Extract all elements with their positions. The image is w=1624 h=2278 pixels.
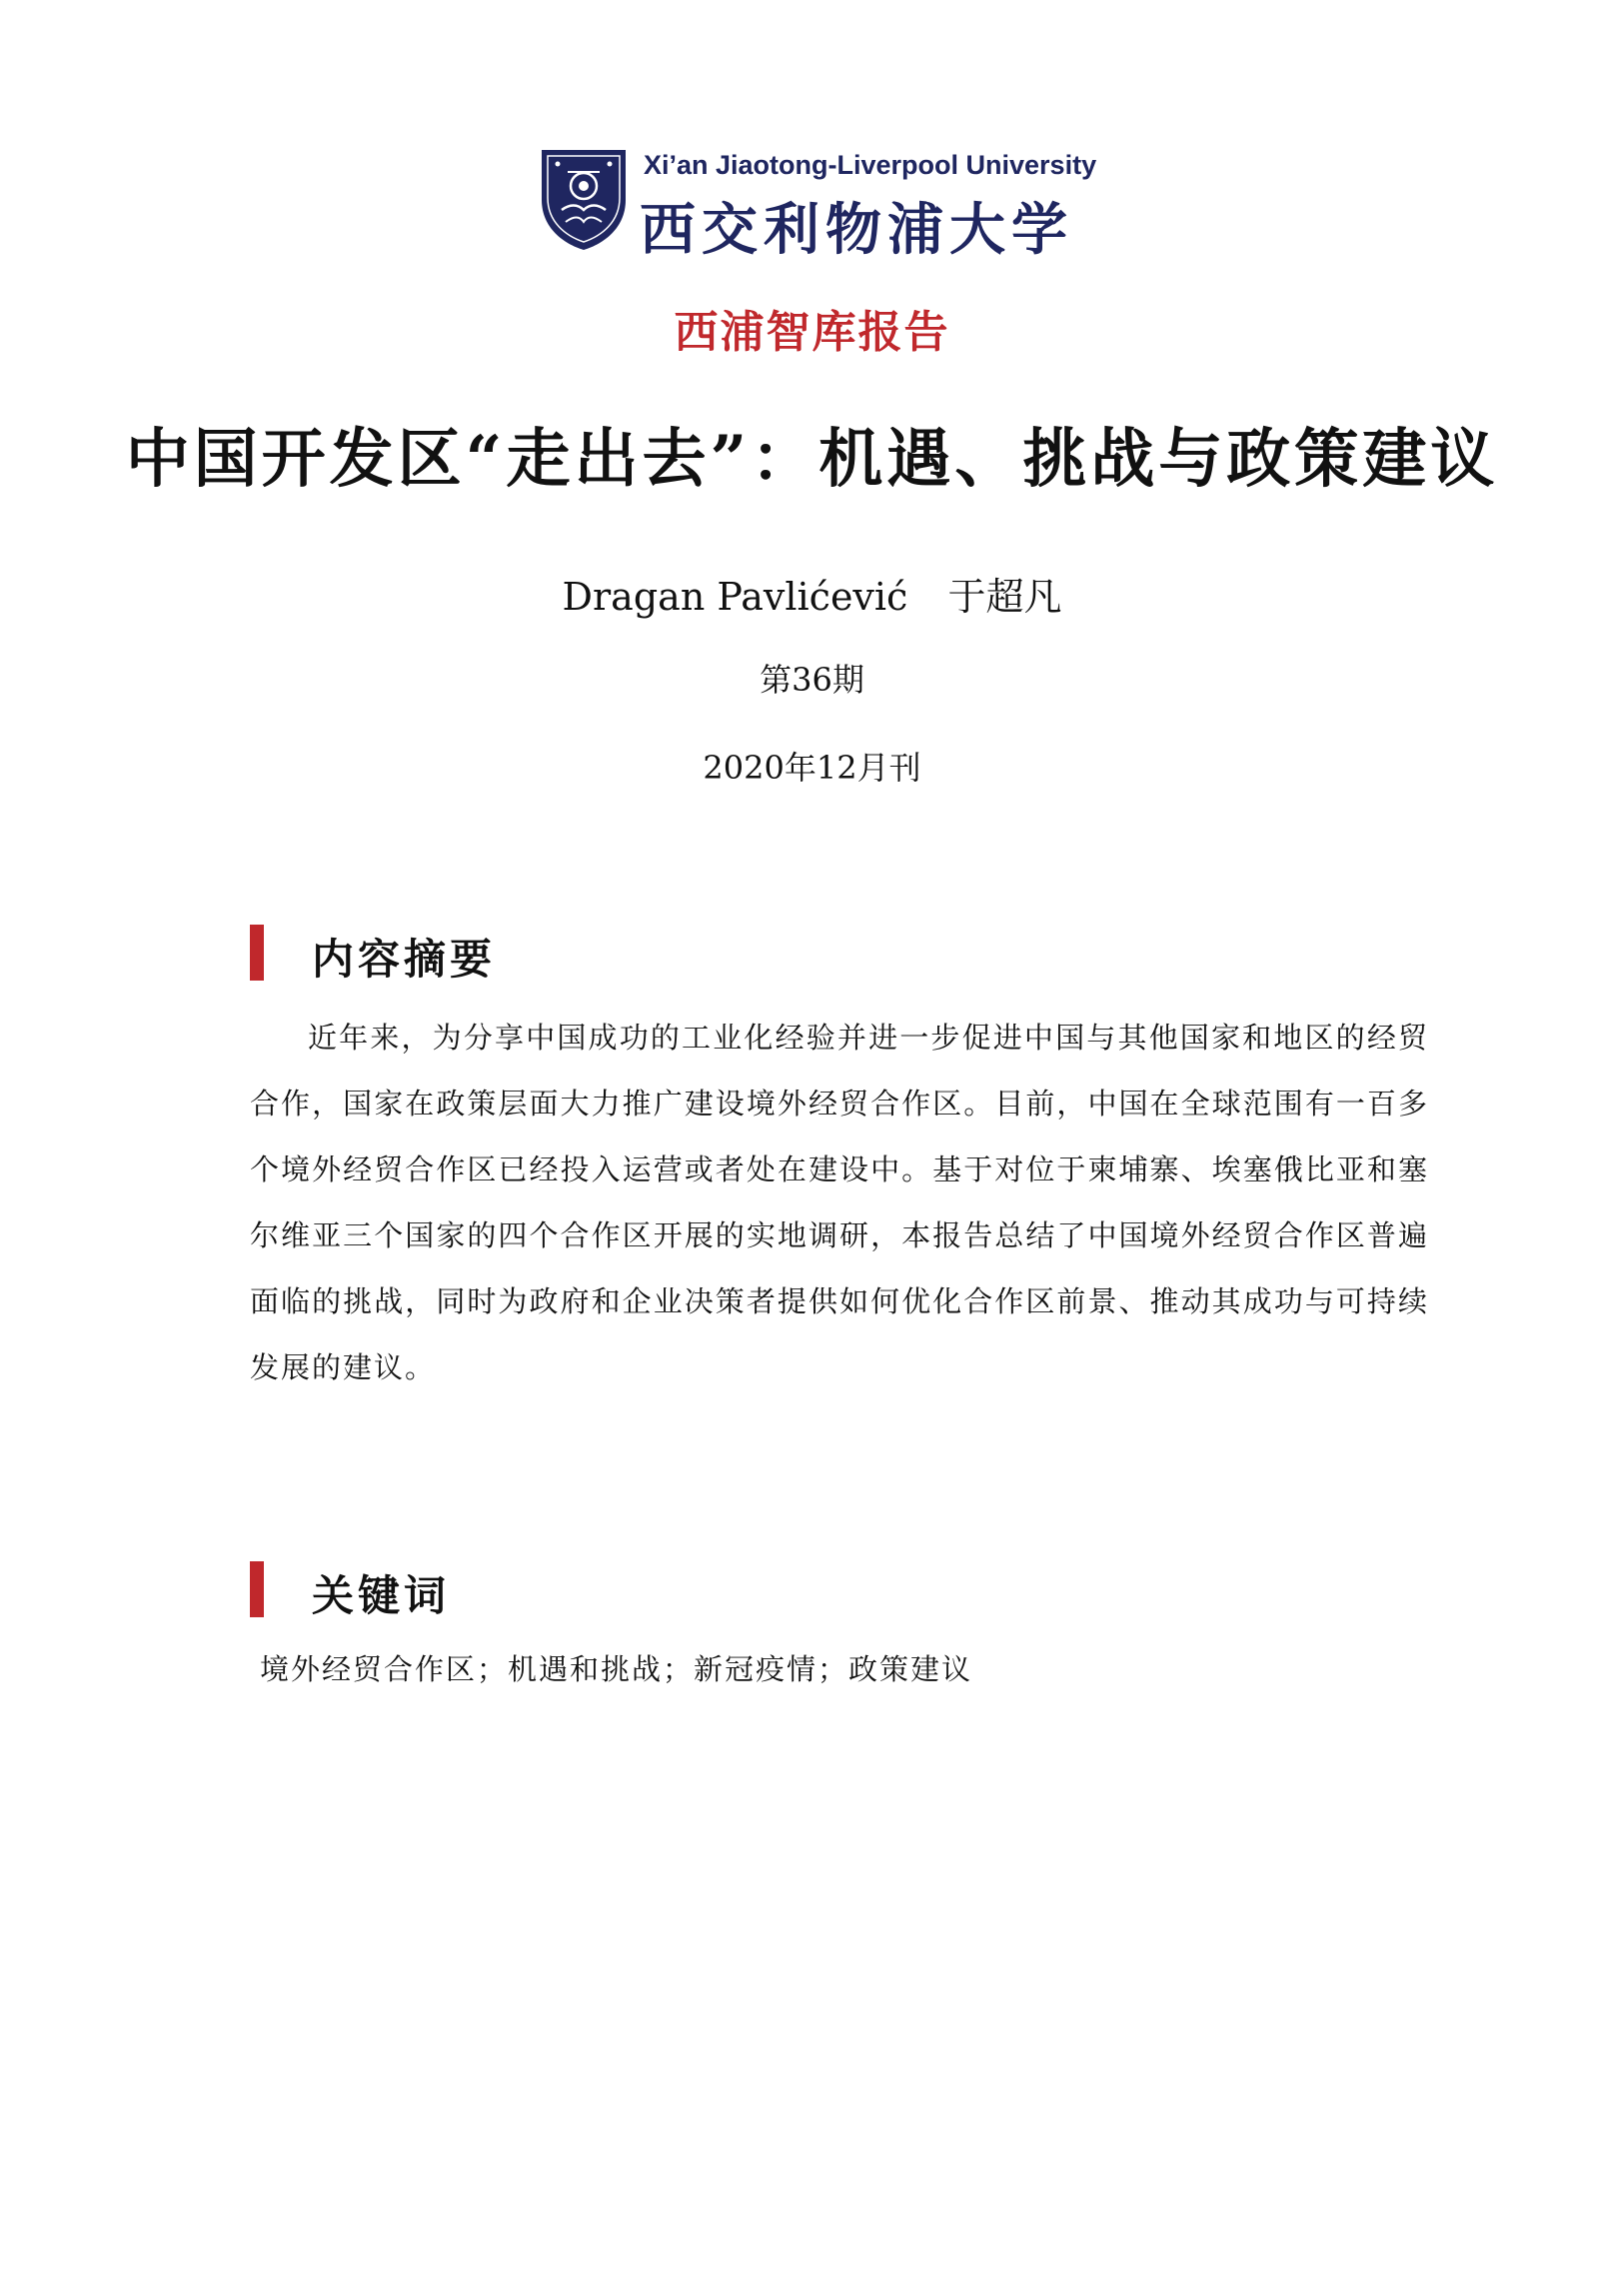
section-marker-bar (250, 925, 264, 981)
abstract-body: 近年来，为分享中国成功的工业化经验并进一步促进中国与其他国家和地区的经贸合作，国家在政策层面大力推广建设境外经贸合作区。目前，中国在全球范围有一百多个境外经贸合作区已经投入运营或者处在建设中。基于对位于柬埔寨、埃塞俄比亚和塞尔维亚三个国家的四个合作区开展的实地调研，本报告总结了中国境外经贸合作区普遍面临的挑战，同时为政府和企业决策者提供如何优化合作区前景、推动其成功与可持续发展的建议。 (250, 1021, 1429, 1384)
university-name-en: Xi’an Jiaotong-Liverpool University (644, 150, 1097, 180)
authors (0, 566, 1624, 621)
keywords-list: 境外经贸合作区；机遇和挑战；新冠疫情；政策建议 (260, 1652, 973, 1686)
keywords-heading-text: 关键词 (312, 1571, 451, 1620)
university-name-cn: 西交利物浦大学 (640, 197, 1073, 263)
report-title: 中国开发区“走出去”：机遇、挑战与政策建议 (125, 422, 1499, 497)
abstract-heading-text: 内容摘要 (312, 935, 497, 984)
report-series-label: 西浦智库报告 (674, 307, 950, 358)
issue-number: 第36期 (760, 661, 864, 699)
university-logo (540, 148, 1099, 263)
shield-emblem-icon (540, 148, 628, 252)
author-name: 于超凡 (947, 575, 1062, 619)
publication-date: 2020年12月刊 (703, 749, 921, 787)
author-name: Dragan Pavlićević (562, 575, 908, 619)
section-marker-bar (250, 1561, 264, 1617)
